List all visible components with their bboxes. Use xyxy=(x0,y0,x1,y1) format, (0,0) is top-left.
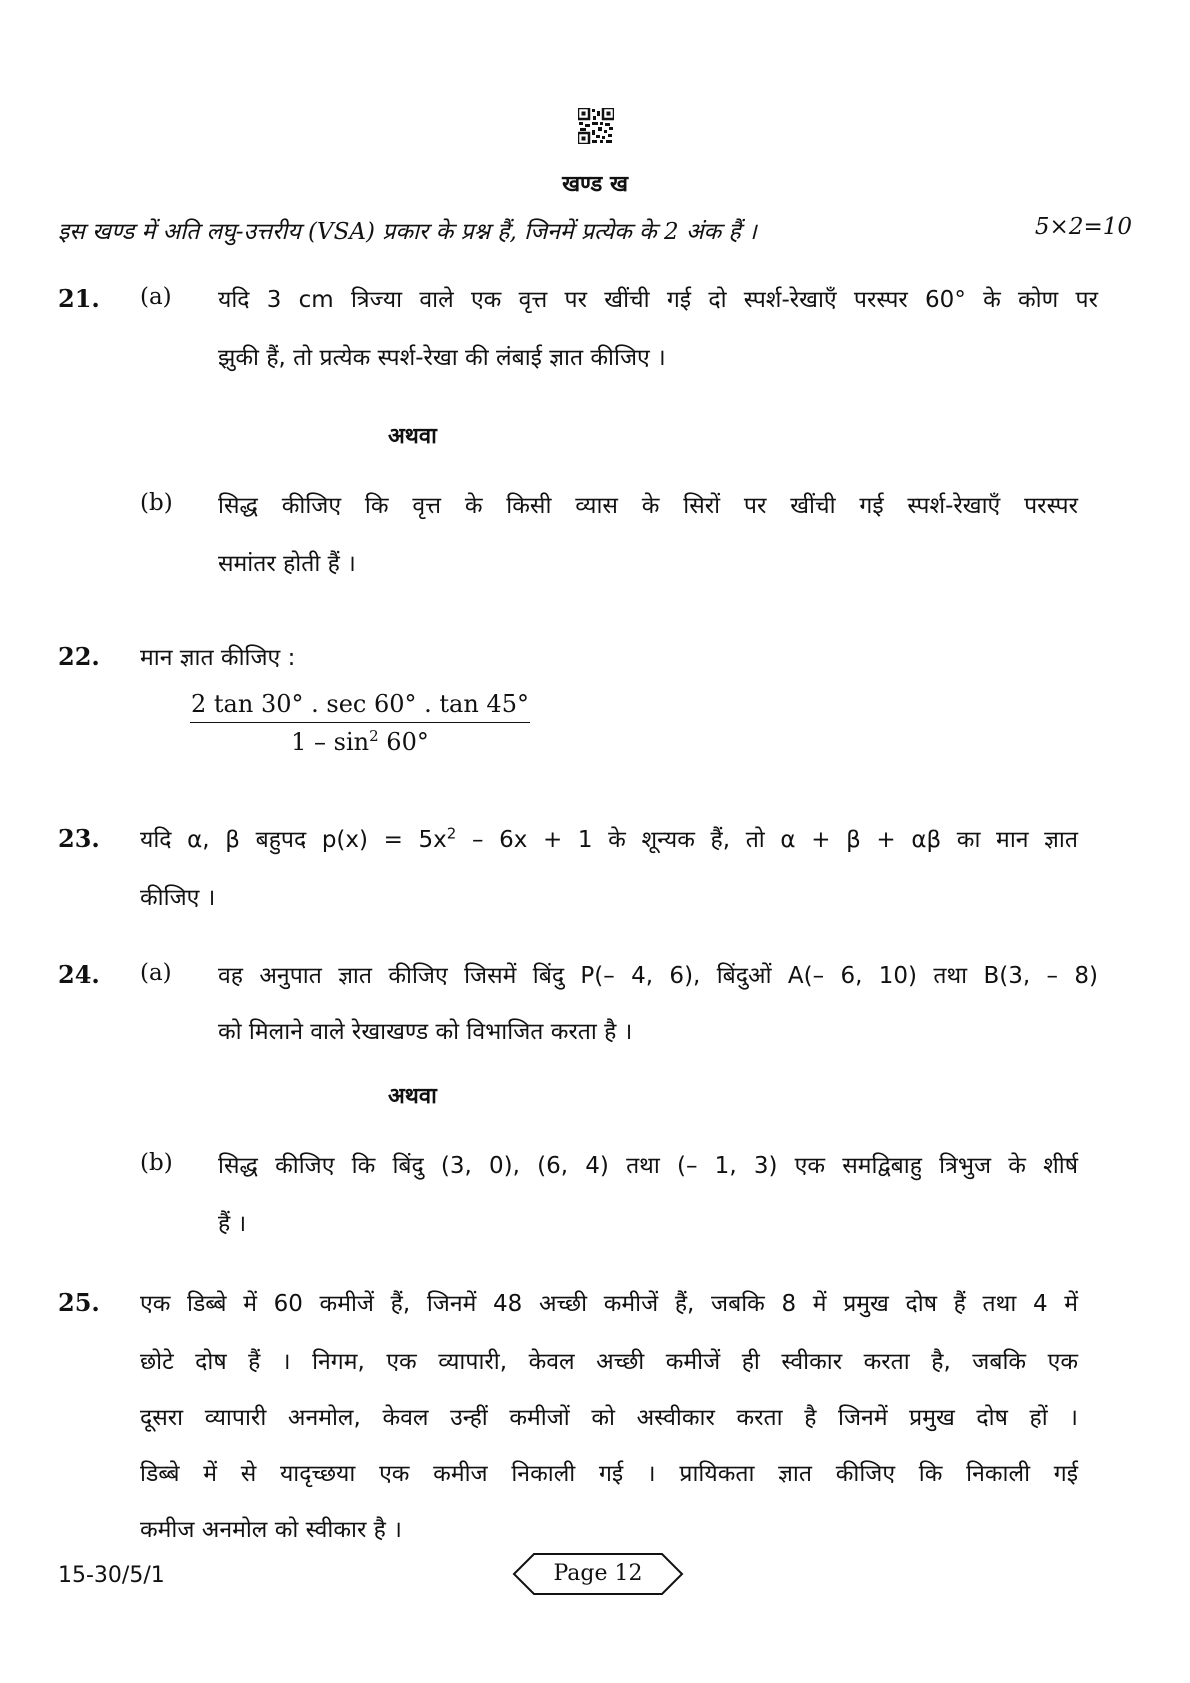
q24-part-a-line-2: को मिलाने वाले रेखाखण्ड को विभाजित करता है । xyxy=(218,1019,633,1045)
question-number-24: 24. xyxy=(58,960,100,989)
q21-or-label: अथवा xyxy=(388,424,437,449)
q25-line-3: दूसरा व्यापारी अनमोल, केवल उन्हीं कमीजों को अस्वीकार करता है जिनमें प्रमुख दोष हों । xyxy=(140,1405,1078,1431)
q24-part-b-line-2: हैं । xyxy=(218,1211,247,1237)
paper-code: 15-30/5/1 xyxy=(58,1563,165,1588)
q25-line-5: कमीज अनमोल को स्वीकार है । xyxy=(140,1517,402,1543)
q22-text: मान ज्ञात कीजिए : xyxy=(140,645,296,671)
q24-part-b-label: (b) xyxy=(140,1150,173,1176)
page-number-label: Page 12 xyxy=(553,1561,643,1586)
q24-or-label: अथवा xyxy=(388,1084,437,1109)
q25-line-1: एक डिब्बे में 60 कमीजें हैं, जिनमें 48 अच्छी कमीजें हैं, जबकि 8 में प्रमुख दोष हैं तथा 4 में xyxy=(140,1291,1078,1317)
q25-line-4: डिब्बे में से यादृच्छया एक कमीज निकाली गई । प्रायिकता ज्ञात कीजिए कि निकाली गई xyxy=(140,1461,1078,1487)
q22-denominator: $1 - \sin^2 60^\circ$ xyxy=(291,727,429,756)
q21-part-a-line-2: झुकी हैं, तो प्रत्येक स्पर्श-रेखा की लंबाई ज्ञात कीजिए । xyxy=(218,345,666,371)
section-title: खण्ड ख xyxy=(562,172,628,197)
section-marks: 5×2=10 xyxy=(1034,214,1132,240)
q25-line-2: छोटे दोष हैं । निगम, एक व्यापारी, केवल अच्छी कमीजें ही स्वीकार करता है, जबकि एक xyxy=(140,1349,1078,1375)
question-number-22: 22. xyxy=(58,642,100,671)
question-number-23: 23. xyxy=(58,824,100,853)
q21-part-b-line-1: सिद्ध कीजिए कि वृत्त के किसी व्यास के सिरों पर खींची गई स्पर्श-रेखाएँ परस्पर xyxy=(218,493,1078,519)
question-number-21: 21. xyxy=(58,284,100,313)
q24-part-b-line-1: सिद्ध कीजिए कि बिंदु (3, 0), (6, 4) तथा (– 1, 3) एक समद्विबाहु त्रिभुज के शीर्ष xyxy=(218,1153,1078,1179)
section-instruction: इस खण्ड में अति लघु-उत्तरीय (VSA) प्रकार के प्रश्न हैं, जिनमें प्रत्येक के 2 अंक हैं । xyxy=(58,219,757,245)
q23-line-2: कीजिए । xyxy=(140,885,216,911)
q22-fraction xyxy=(190,690,530,756)
q21-part-a-line-1: यदि 3 cm त्रिज्या वाले एक वृत्त पर खींची गई दो स्पर्श-रेखाएँ परस्पर 60° के कोण पर xyxy=(218,287,1098,313)
q22-numerator: 2 tan 30° . sec 60° . tan 45° xyxy=(190,690,530,723)
q21-part-a-label: (a) xyxy=(140,284,172,310)
q24-part-a-line-1: वह अनुपात ज्ञात कीजिए जिसमें बिंदु P(– 4, 6), बिंदुओं A(– 6, 10) तथा B(3, – 8) xyxy=(218,963,1098,989)
page-number-badge xyxy=(512,1552,684,1596)
q21-part-b-label: (b) xyxy=(140,490,173,516)
q24-part-a-label: (a) xyxy=(140,960,172,986)
q21-part-b-line-2: समांतर होती हैं । xyxy=(218,551,356,577)
qr-code-icon xyxy=(578,108,614,144)
question-number-25: 25. xyxy=(58,1288,100,1317)
q23-line-1: यदि α, β बहुपद $p(x) = 5x^2 - 6x + 1$ के शून्यक हैं, तो α + β + αβ का मान ज्ञात xyxy=(140,824,1078,853)
